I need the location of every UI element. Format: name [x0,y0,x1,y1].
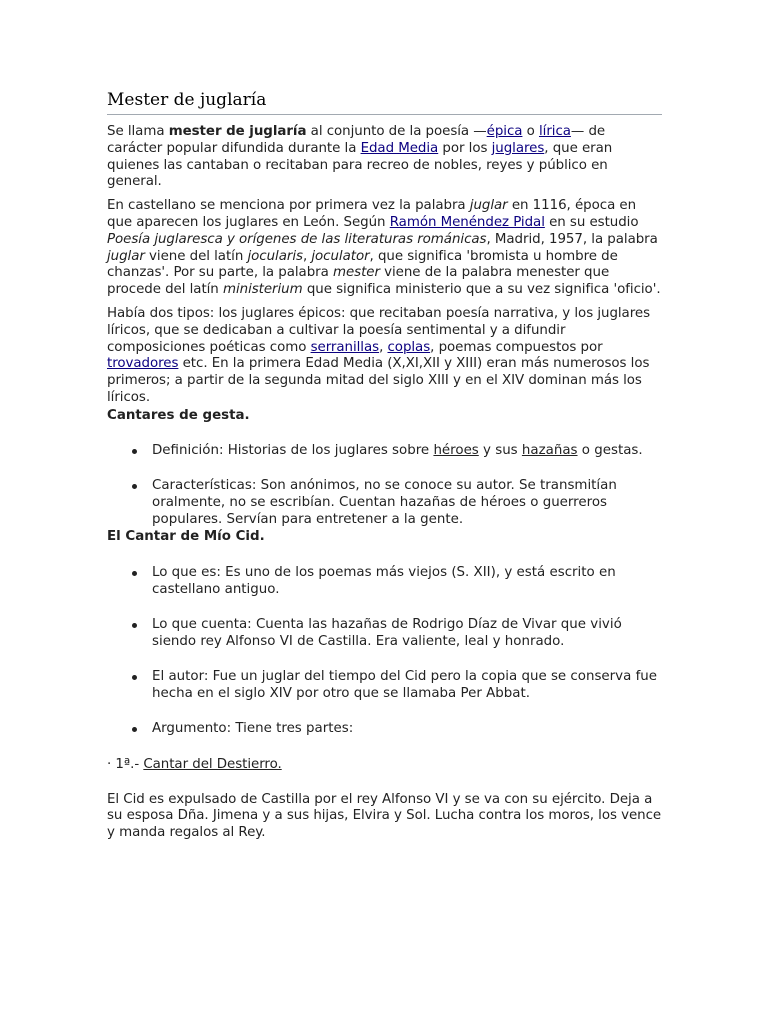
text-run: , [379,339,388,355]
italic-term: juglar [469,198,508,214]
text-run: En castellano se menciona por primera vez la palabra [107,198,470,214]
text-run: en 1116, época en que aparecen los juglares en León. Según [107,198,637,230]
italic-term: juglar [107,248,145,264]
bold-term: mester de juglaría [168,124,307,139]
text-run: , [302,248,312,264]
list-item-definicion [152,442,662,459]
italic-term: joculator [311,248,370,264]
link-edad-media[interactable]: Edad Media [360,140,439,156]
text-run: etc. En la primera Edad Media (X,XI,XII y XIII) eran más numerosos los primeros; a partir de la segunda mitad del siglo XIII y en el XIV dominan más los líricos. [107,356,650,405]
list-item: Lo que cuenta: Cuenta las hazañas de Rodrigo Díaz de Vivar que vivió siendo rey Alfonso VI de Castilla. Era valiente, leal y honrado. [152,616,662,650]
heading-cantar-mio-cid: El Cantar de Mío Cid. [107,528,265,544]
heading-cantares-de-gesta: Cantares de gesta. [107,407,250,423]
underlined-term: héroes [433,442,479,458]
text-run: , que eran quienes las cantaban o recitaban para recreo de nobles, reyes y público en general. [107,140,613,190]
text-run: viene del latín [144,248,248,264]
link-lirica[interactable]: lírica [538,124,571,139]
italic-term: mester [332,265,380,281]
link-coplas[interactable]: coplas [387,339,431,355]
text-run: al conjunto de la poesía — [306,124,487,139]
underlined-term: hazañas [521,442,578,458]
text-run: , poemas compuestos por [430,339,603,355]
types-paragraph [107,306,662,407]
link-epica[interactable]: épica [486,124,523,139]
list-item: Lo que es: Es uno de los poemas más viejos (S. XII), y está escrito en castellano antiguo. [152,564,662,598]
parte-prefix: · 1ª.- [107,756,144,772]
text-run: — de carácter popular difundida durante la [107,124,606,156]
italic-term: jocularis [247,248,303,264]
list-item-caracteristicas: Características: Son anónimos, no se conoce su autor. Se transmitían oralmente, no se escribían. Cuentan hazañas de héroes o guerreros populares. Servían para entretener a la gente. [152,477,662,528]
text-run: Definición: Historias de los juglares sobre [152,442,434,458]
text-run: , Madrid, 1957, la palabra [486,231,658,247]
parte-1-line [107,757,662,774]
cantares-list [107,442,662,528]
text-run: por los [438,140,492,156]
text-run: o [522,124,539,139]
document-page [107,88,662,842]
text-run: , que significa 'bromista u hombre de chanzas'. Por su parte, la palabra [107,248,618,281]
list-item: Argumento: Tiene tres partes: [152,720,662,737]
text-run: o gestas. [577,442,643,458]
page-title: Mester de juglaría [107,88,662,115]
parte-label: Cantar del Destierro. [143,756,282,772]
italic-book-title: Poesía juglaresca y orígenes de las literaturas románicas [107,231,487,247]
italic-term: ministerium [222,282,303,298]
text-run: viene de la palabra menester que procede del latín [107,265,610,298]
text-run: que significa ministerio que a su vez significa 'oficio'. [302,282,661,298]
text-run: Se llama [107,124,169,139]
cid-list [107,564,662,737]
link-ramon-menendez-pidal[interactable]: Ramón Menéndez Pidal [389,214,545,230]
etymology-paragraph [107,198,662,299]
text-run: Había dos tipos: los juglares épicos: que recitaban poesía narrativa, y los juglares líricos, que se dedicaban a cultivar la poesía sentimental y a difundir composiciones poéticas como [107,305,650,355]
destierro-paragraph: El Cid es expulsado de Castilla por el rey Alfonso VI y se va con su ejército. Deja a su esposa Dña. Jimena y a sus hijas, Elvira y Sol. Lucha contra los moros, los vence y manda regalos al Rey. [107,791,662,841]
list-item: El autor: Fue un juglar del tiempo del Cid pero la copia que se conserva fue hecha en el siglo XIV por otro que se llamaba Per Abbat. [152,668,662,702]
text-run: en su estudio [544,214,639,230]
intro-paragraph [107,124,662,191]
text-run: y sus [478,442,522,458]
link-juglares[interactable]: juglares [491,140,545,156]
link-trovadores[interactable]: trovadores [107,356,179,372]
link-serranillas[interactable]: serranillas [310,339,380,355]
